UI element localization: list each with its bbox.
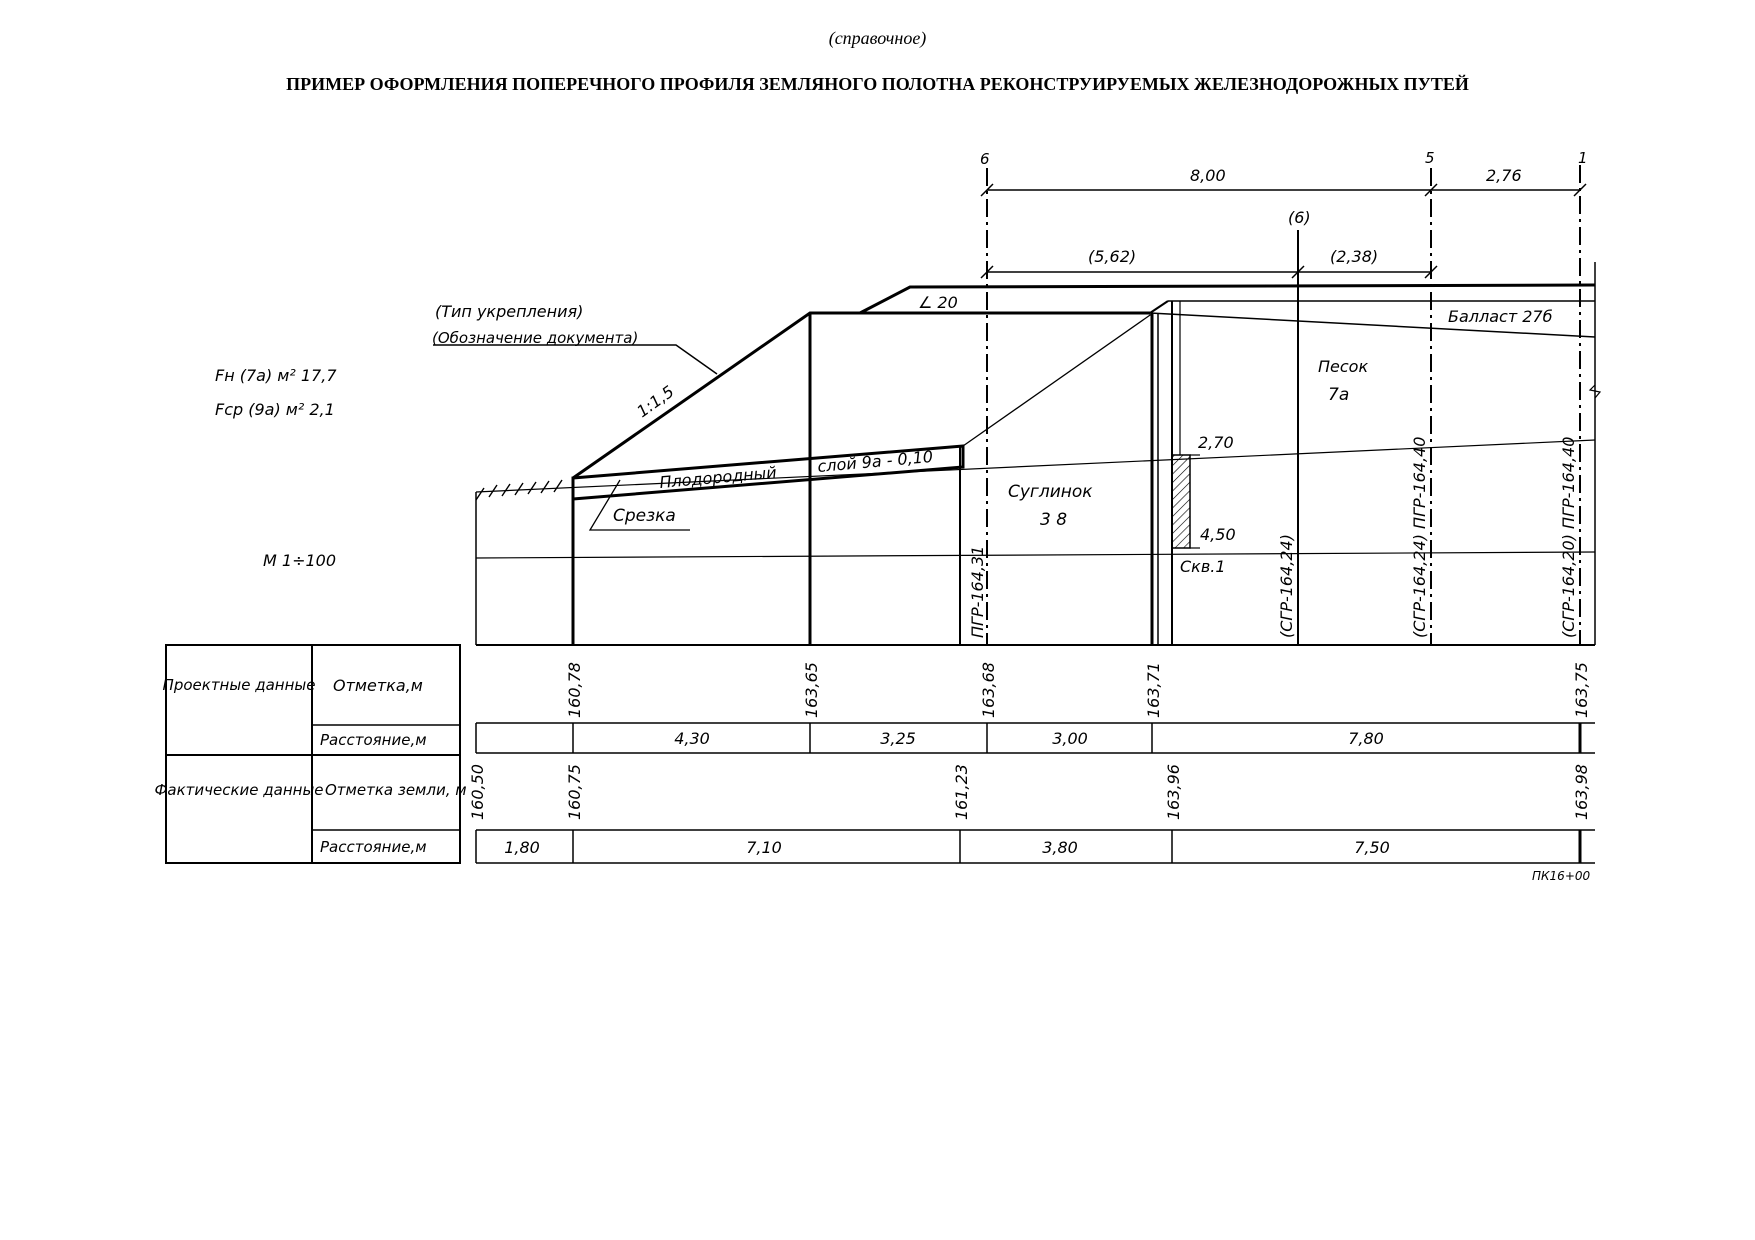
actual-data-label-text: Фактические данные [154,781,324,799]
project-mark-value: 163,68 [979,662,998,718]
actual-distance-value: 7,50 [1354,838,1390,857]
row-distance-label-2: Расстояние,м [320,838,427,856]
project-mark-value: 163,65 [802,662,821,718]
project-mark-value: 163,75 [1572,662,1591,718]
axis-label-right: 1 [1578,149,1588,167]
fertile-layer-label: Плодородный [658,462,778,492]
actual-mark-value: 160,75 [565,764,584,820]
cut-label: Срезка [613,506,676,526]
actual-distance-value: 3,80 [1042,838,1078,857]
actual-marks [468,764,1591,820]
sgr-label-1: (СГР-164,24) [1277,534,1296,638]
project-distances [674,729,1384,748]
project-distance-value: 7,80 [1348,729,1384,748]
project-distance-value: 3,00 [1052,729,1088,748]
depth-label-2: 4,50 [1200,525,1236,544]
area-fcp: Fср (9а) м² 2,1 [215,400,335,419]
page-title: ПРИМЕР ОФОРМЛЕНИЯ ПОПЕРЕЧНОГО ПРОФИЛЯ ЗЕМЛЯНОГО ПОЛОТНА РЕКОНСТРУИРУЕМЫХ ЖЕЛЕЗНОДОРОЖНЫХ ПУТЕЙ [286,74,1469,94]
project-distance-value: 3,25 [880,729,916,748]
project-data-label [163,676,316,694]
depth-label-1: 2,70 [1198,433,1234,452]
actual-distances [504,838,1390,857]
project-distance-value: 4,30 [674,729,710,748]
axis-label-left: 6 [980,150,990,168]
pgr-label-1: ПГР-164,31 [968,545,987,638]
reinforcement-type: (Тип укрепления) [435,302,584,321]
dim-inner-right: (2,38) [1330,247,1379,266]
row-mark-label: Отметка,м [333,676,423,695]
loam-label: Суглинок [1008,482,1093,502]
scale-label: М 1÷100 [263,551,337,570]
borehole-label: Скв.1 [1180,557,1226,576]
sgr-pgr-label-3: (СГР-164,20) ПГР-164,40 [1559,436,1578,638]
sand-code: 7а [1328,385,1350,405]
appendix-note: (справочное) [828,28,927,48]
project-mark-value: 160,78 [565,662,584,718]
row-distance-label-1: Расстояние,м [320,731,427,749]
sgr-pgr-label-2: (СГР-164,24) ПГР-164,40 [1410,436,1429,638]
drawing-stamp: ПК16+00 [1532,869,1591,883]
actual-distance-value: 7,10 [746,838,782,857]
ballast-label: Балласт 27б [1448,307,1553,326]
dim-top-right: 2,76 [1486,166,1522,185]
loam-code: 3 8 [1040,510,1068,530]
track-axis-label: (6) [1288,208,1311,227]
actual-mark-value: 161,23 [952,764,971,820]
layer-reference: слой 9а - 0,10 [816,446,934,476]
actual-mark-value: 160,50 [468,764,487,820]
document-reference: (Обозначение документа) [432,329,639,347]
dim-inner-left: (5,62) [1088,247,1137,266]
slope-angle: ∠ 20 [918,293,958,312]
area-fn: Fн (7а) м² 17,7 [215,366,337,385]
axis-label-middle: 5 [1425,149,1435,167]
actual-mark-value: 163,98 [1572,764,1591,820]
project-marks [565,662,1591,718]
reinforcement-leader [433,345,717,374]
project-mark-value: 163,71 [1144,662,1163,718]
sand-label: Песок [1318,357,1369,376]
actual-data-label [154,781,323,799]
slope-ratio: 1:1,5 [633,381,678,422]
actual-distance-value: 1,80 [504,838,540,857]
dim-top-main: 8,00 [1190,166,1226,185]
actual-mark-value: 163,96 [1164,764,1183,820]
row-ground-label: Отметка земли, м [325,781,467,799]
project-data-label-text: Проектные данные [162,676,316,694]
borehole-hatch [1172,455,1190,548]
